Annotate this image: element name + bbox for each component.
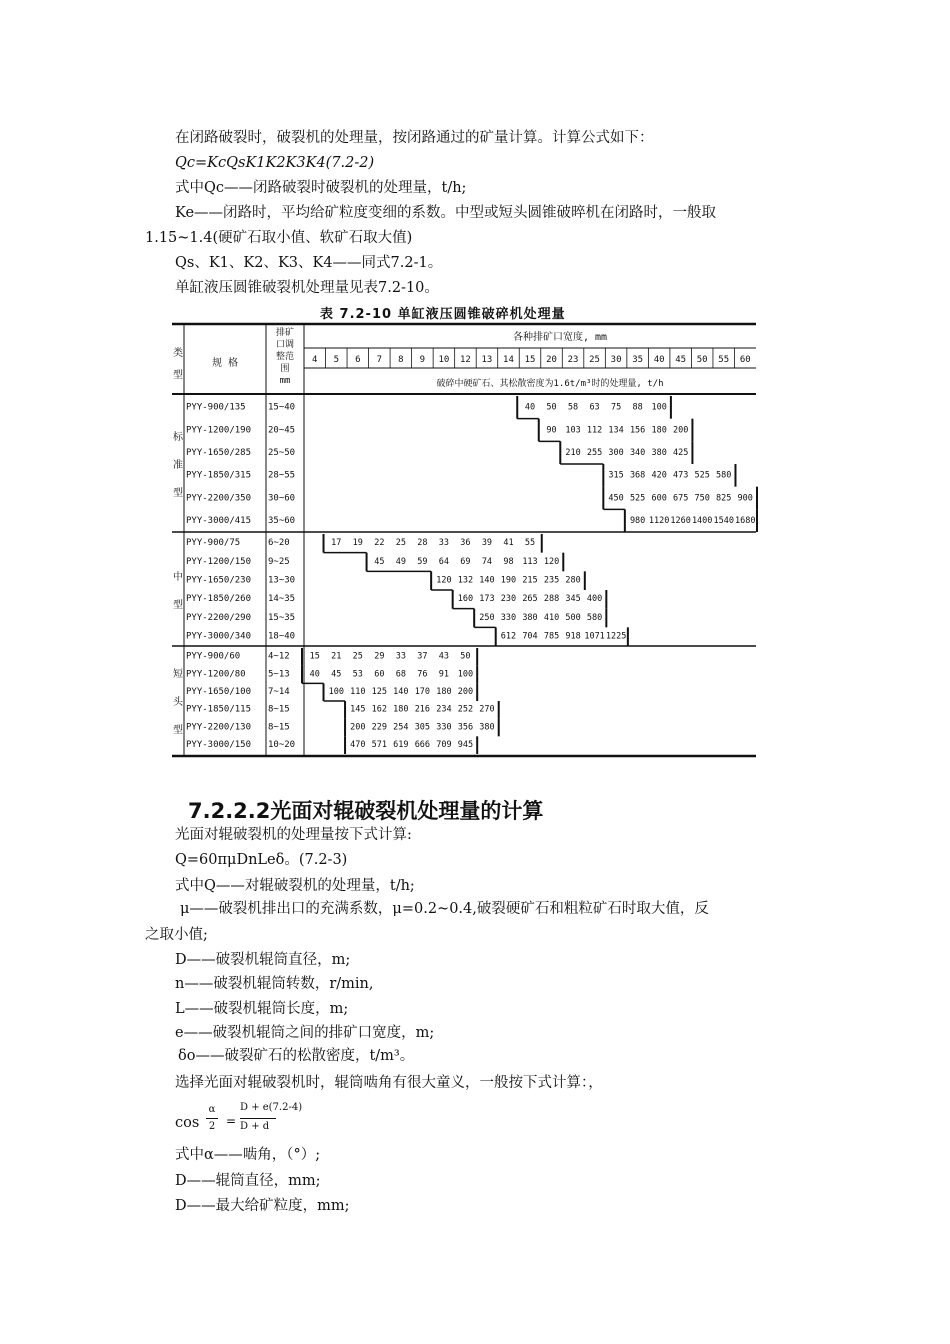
width-header: 23 [567, 355, 579, 365]
cell-value: 1400 [691, 515, 713, 526]
cell-value: 230 [500, 594, 517, 605]
cell-value: 380 [522, 612, 538, 623]
cell-value: 180 [393, 704, 409, 715]
cell-value: 53 [352, 669, 363, 680]
width-header: 12 [460, 355, 471, 365]
cell-value: 156 [629, 425, 646, 436]
cell-value: 704 [522, 631, 538, 642]
cell-value: 140 [393, 686, 409, 697]
cell-value: 300 [608, 447, 624, 458]
cell-value: 345 [565, 594, 581, 605]
row-range: 15~35 [268, 612, 296, 623]
text-line: Qs、K1、K2、K3、K4——同式7.2-1。 [175, 255, 443, 271]
cell-value: 330 [500, 612, 517, 623]
cell-value: 120 [543, 556, 560, 567]
header-subtitle: 破碎中硬矿石、其松散密度为1.6t/m³时的处理量, t/h [436, 379, 664, 389]
header-range: 排矿 [275, 328, 295, 338]
cos-label: cos [175, 1115, 200, 1131]
row-range: 15~40 [268, 402, 296, 413]
cell-value: 571 [371, 739, 388, 750]
cell-value: 254 [393, 722, 409, 733]
cell-value: 580 [586, 612, 603, 623]
cell-value: 40 [524, 402, 536, 413]
row-spec: PYY-3000/340 [186, 631, 252, 642]
text-line: D——辊筒直径，mm; [175, 1173, 321, 1189]
row-spec: PYY-2200/350 [186, 493, 252, 504]
cell-value: 39 [481, 538, 493, 549]
row-spec: PYY-3000/150 [186, 739, 252, 750]
cell-value: 180 [436, 686, 452, 697]
cell-value: 112 [586, 425, 603, 436]
cell-value: 1225 [605, 631, 627, 642]
cell-value: 69 [460, 556, 471, 567]
cell-value: 125 [371, 686, 388, 697]
cell-value: 120 [436, 575, 452, 586]
cell-value: 59 [417, 556, 428, 567]
cell-value: 945 [457, 739, 474, 750]
row-spec: PYY-2200/290 [186, 612, 252, 623]
cell-value: 1540 [713, 515, 734, 526]
cell-value: 36 [460, 538, 471, 549]
row-spec: PYY-1200/190 [186, 425, 252, 436]
cell-value: 88 [632, 402, 643, 413]
cell-value: 252 [457, 704, 474, 715]
row-range: 10~20 [268, 739, 296, 750]
width-header: 8 [398, 355, 404, 365]
cell-value: 250 [479, 612, 495, 623]
group-type-label: 准 [173, 460, 183, 471]
row-range: 30~60 [268, 493, 296, 504]
width-header: 50 [696, 355, 708, 365]
cell-value: 49 [395, 556, 406, 567]
group-type-label: 头 [173, 697, 183, 708]
cell-value: 15 [309, 651, 320, 662]
cell-value: 76 [417, 669, 428, 680]
cell-value: 265 [522, 594, 538, 605]
group-type-label: 型 [173, 600, 183, 611]
cell-value: 160 [457, 594, 474, 605]
header-range: 整范 [275, 352, 295, 362]
text-line: 光面对辊破裂机的处理量按下式计算: [175, 827, 412, 843]
width-header: 45 [675, 355, 687, 365]
row-range: 4~12 [268, 651, 290, 662]
cell-value: 180 [651, 425, 667, 436]
cell-value: 380 [479, 722, 495, 733]
cell-value: 612 [500, 631, 517, 642]
row-range: 13~30 [268, 575, 296, 586]
frac-alpha: α [208, 1104, 216, 1115]
cell-value: 270 [479, 704, 495, 715]
row-range: 25~50 [268, 447, 296, 458]
fraction-bar [206, 1118, 218, 1119]
cell-value: 340 [629, 447, 646, 458]
cell-value: 17 [331, 538, 342, 549]
text-line: D——最大给矿粒度，mm; [175, 1198, 350, 1214]
cell-value: 420 [651, 470, 667, 481]
header-type: 类 [173, 348, 183, 359]
cell-value: 600 [651, 493, 667, 504]
cell-value: 132 [457, 575, 474, 586]
row-spec: PYY-1650/285 [186, 447, 252, 458]
cell-value: 170 [414, 686, 431, 697]
width-header: 60 [739, 355, 751, 365]
cell-value: 280 [565, 575, 581, 586]
cell-value: 33 [395, 651, 406, 662]
row-range: 9~25 [268, 556, 290, 567]
group-type-label: 型 [173, 725, 183, 736]
width-header: 30 [610, 355, 622, 365]
text-line: Ke——闭路时，平均给矿粒度变细的系数。中型或短头圆锥破晬机在闭路时，一般取 [175, 205, 717, 221]
group-type-label: 短 [173, 669, 183, 680]
cell-value: 41 [503, 538, 514, 549]
cell-value: 305 [414, 722, 431, 733]
formula-line: Q=60πμDnLeδ。(7.2-3) [175, 852, 348, 868]
cell-value: 40 [309, 669, 320, 680]
cell-value: 63 [589, 402, 600, 413]
cell-value: 200 [672, 425, 689, 436]
width-header: 15 [524, 355, 536, 365]
cell-value: 356 [457, 722, 474, 733]
cell-value: 50 [546, 402, 557, 413]
frac-denominator: D + d [240, 1121, 270, 1132]
cell-value: 400 [586, 594, 603, 605]
cell-value: 580 [716, 470, 732, 481]
width-header: 20 [546, 355, 557, 365]
cell-value: 134 [608, 425, 624, 436]
header-range: 口调 [275, 340, 295, 350]
table-caption: 表 7.2-10 单缸液压圆锥破碎机处理量 [320, 307, 566, 322]
row-range: 6~20 [268, 538, 290, 549]
header-type: 型 [173, 370, 183, 381]
width-header: 6 [355, 355, 361, 365]
width-header: 10 [438, 355, 450, 365]
row-range: 28~55 [268, 470, 296, 481]
cell-value: 75 [610, 402, 622, 413]
row-spec: PYY-2200/130 [186, 722, 252, 733]
cell-value: 330 [436, 722, 452, 733]
text-line: 单缸液压圆锥破裂机处理量见表7.2-10。 [175, 280, 439, 296]
cell-value: 200 [350, 722, 366, 733]
cell-value: 288 [543, 594, 560, 605]
cell-value: 64 [438, 556, 450, 567]
cell-value: 918 [565, 631, 581, 642]
cell-value: 425 [672, 447, 689, 458]
cell-value: 450 [608, 493, 624, 504]
cell-value: 43 [438, 651, 450, 662]
row-spec: PYY-1200/150 [186, 556, 252, 567]
cell-value: 58 [567, 402, 579, 413]
text-line: n——破裂机辊筒转数，r/min, [175, 976, 374, 992]
width-header: 55 [718, 355, 730, 365]
text-line: D——破裂机辊筒直径，m; [175, 952, 351, 968]
cell-value: 190 [500, 575, 517, 586]
text-line: 在闭路破裂时，破裂机的处理量，按闭路通过的矿量计算。计算公式如下： [175, 130, 654, 146]
cell-value: 25 [352, 651, 363, 662]
cell-value: 100 [328, 686, 344, 697]
row-spec: PYY-900/60 [186, 651, 241, 662]
row-range: 8~15 [268, 704, 290, 715]
width-header: 40 [653, 355, 665, 365]
cell-value: 74 [481, 556, 493, 567]
cell-value: 33 [438, 538, 450, 549]
row-range: 7~14 [268, 686, 290, 697]
cell-value: 380 [651, 447, 667, 458]
cell-value: 145 [350, 704, 366, 715]
cell-value: 709 [436, 739, 452, 750]
cell-value: 210 [565, 447, 581, 458]
cell-value: 215 [522, 575, 538, 586]
row-spec: PYY-1200/80 [186, 669, 246, 680]
width-header: 4 [312, 355, 318, 365]
group-type-label: 型 [173, 488, 183, 499]
width-header: 14 [503, 355, 514, 365]
cell-value: 675 [672, 493, 689, 504]
cell-value: 900 [737, 493, 753, 504]
row-spec: PYY-3000/415 [186, 515, 252, 526]
cell-value: 666 [414, 739, 431, 750]
text-line: e——破裂机辊筒之间的排矿口宽度，m; [175, 1025, 435, 1041]
row-range: 35~60 [268, 515, 296, 526]
cell-value: 19 [352, 538, 363, 549]
group-type-label: 中 [173, 572, 183, 583]
cell-value: 45 [331, 669, 342, 680]
cell-value: 255 [586, 447, 603, 458]
cell-value: 100 [651, 402, 667, 413]
cell-value: 25 [395, 538, 406, 549]
cell-value: 21 [331, 651, 342, 662]
cell-value: 90 [546, 425, 557, 436]
text-line: 式中Q——对辊破裂机的处理量，t/h; [175, 878, 415, 894]
cell-value: 98 [503, 556, 514, 567]
cell-value: 500 [565, 612, 581, 623]
cell-value: 162 [371, 704, 388, 715]
formula-line: Qc=KcQsK1K2K3K4(7.2-2) [175, 155, 375, 171]
row-spec: PYY-1850/115 [186, 704, 252, 715]
cell-value: 29 [374, 651, 385, 662]
text-line: 式中Qc——闭路破裂时破裂机的处理量，t/h; [175, 180, 467, 196]
cell-value: 473 [672, 470, 689, 481]
cell-value: 216 [414, 704, 431, 715]
cell-value: 50 [460, 651, 471, 662]
width-header: 13 [481, 355, 493, 365]
cell-value: 1071 [584, 631, 605, 642]
row-spec: PYY-900/75 [186, 538, 241, 549]
width-header: 5 [333, 355, 339, 365]
cell-value: 103 [565, 425, 581, 436]
text-line: δo——破裂矿石的松散密度，t/m³。 [178, 1048, 415, 1064]
cell-value: 60 [374, 669, 385, 680]
row-spec: PYY-900/135 [186, 402, 246, 413]
fraction-bar [240, 1118, 276, 1119]
capacity-table [168, 320, 760, 760]
cell-value: 229 [371, 722, 388, 733]
cell-value: 100 [457, 669, 474, 680]
cell-value: 110 [350, 686, 366, 697]
cell-value: 91 [438, 669, 450, 680]
cell-value: 1260 [670, 515, 691, 526]
text-line: μ——破裂机排出口的充满系数，μ=0.2~0.4,破裂硬矿石和粗粒矿石时取大值，反 [180, 901, 709, 917]
cell-value: 410 [543, 612, 560, 623]
width-header: 35 [632, 355, 644, 365]
cell-value: 173 [479, 594, 495, 605]
cell-value: 315 [608, 470, 624, 481]
row-range: 14~35 [268, 594, 296, 605]
cell-value: 1120 [648, 515, 670, 526]
cell-value: 113 [522, 556, 538, 567]
width-header: 7 [376, 355, 383, 365]
row-spec: PYY-1650/230 [186, 575, 252, 586]
equals-sign: = [226, 1114, 237, 1128]
frac-numerator: D + e(7.2-4) [240, 1102, 303, 1113]
cell-value: 525 [629, 493, 646, 504]
cell-value: 825 [716, 493, 732, 504]
header-range: mm [279, 376, 291, 386]
cell-value: 200 [457, 686, 474, 697]
cell-value: 140 [479, 575, 495, 586]
text-line: 式中α——啮角，（°）; [175, 1147, 321, 1163]
row-range: 18~40 [268, 631, 296, 642]
header-range: 围 [280, 364, 290, 374]
cell-value: 1680 [734, 515, 756, 526]
row-spec: PYY-1850/260 [186, 594, 252, 605]
cell-value: 28 [417, 538, 428, 549]
cell-value: 37 [417, 651, 428, 662]
section-title: 7.2.2.2光面对辊破裂机处理量的计算 [188, 799, 544, 823]
text-line: 之取小值; [145, 927, 208, 943]
header-widths-title: 各种排矿口宽度, mm [512, 332, 608, 343]
text-line: L——破裂机辊筒长度，m; [175, 1001, 349, 1017]
header-spec: 规 格 [211, 358, 239, 369]
row-range: 20~45 [268, 425, 296, 436]
cell-value: 980 [629, 515, 646, 526]
cell-value: 368 [629, 470, 646, 481]
row-spec: PYY-1650/100 [186, 686, 252, 697]
width-header: 25 [589, 355, 600, 365]
row-range: 8~15 [268, 722, 290, 733]
cell-value: 68 [395, 669, 406, 680]
row-range: 5~13 [268, 669, 290, 680]
cell-value: 619 [393, 739, 409, 750]
cell-value: 750 [694, 493, 710, 504]
cell-value: 525 [694, 470, 710, 481]
cell-value: 45 [374, 556, 385, 567]
cell-value: 785 [543, 631, 560, 642]
row-spec: PYY-1850/315 [186, 470, 252, 481]
frac-two: 2 [208, 1121, 216, 1132]
width-header: 9 [419, 355, 426, 365]
cell-value: 22 [374, 538, 385, 549]
group-type-label: 标 [173, 432, 183, 443]
text-line: 选择光面对辊破裂机时，辊筒啮角有很大童义，一般按下式计算：， [175, 1075, 603, 1091]
text-line: 1.15~1.4(硬矿石取小值、软矿石取大值) [145, 230, 413, 246]
cell-value: 234 [436, 704, 452, 715]
cell-value: 470 [350, 739, 366, 750]
cell-value: 235 [543, 575, 560, 586]
cell-value: 55 [524, 538, 536, 549]
